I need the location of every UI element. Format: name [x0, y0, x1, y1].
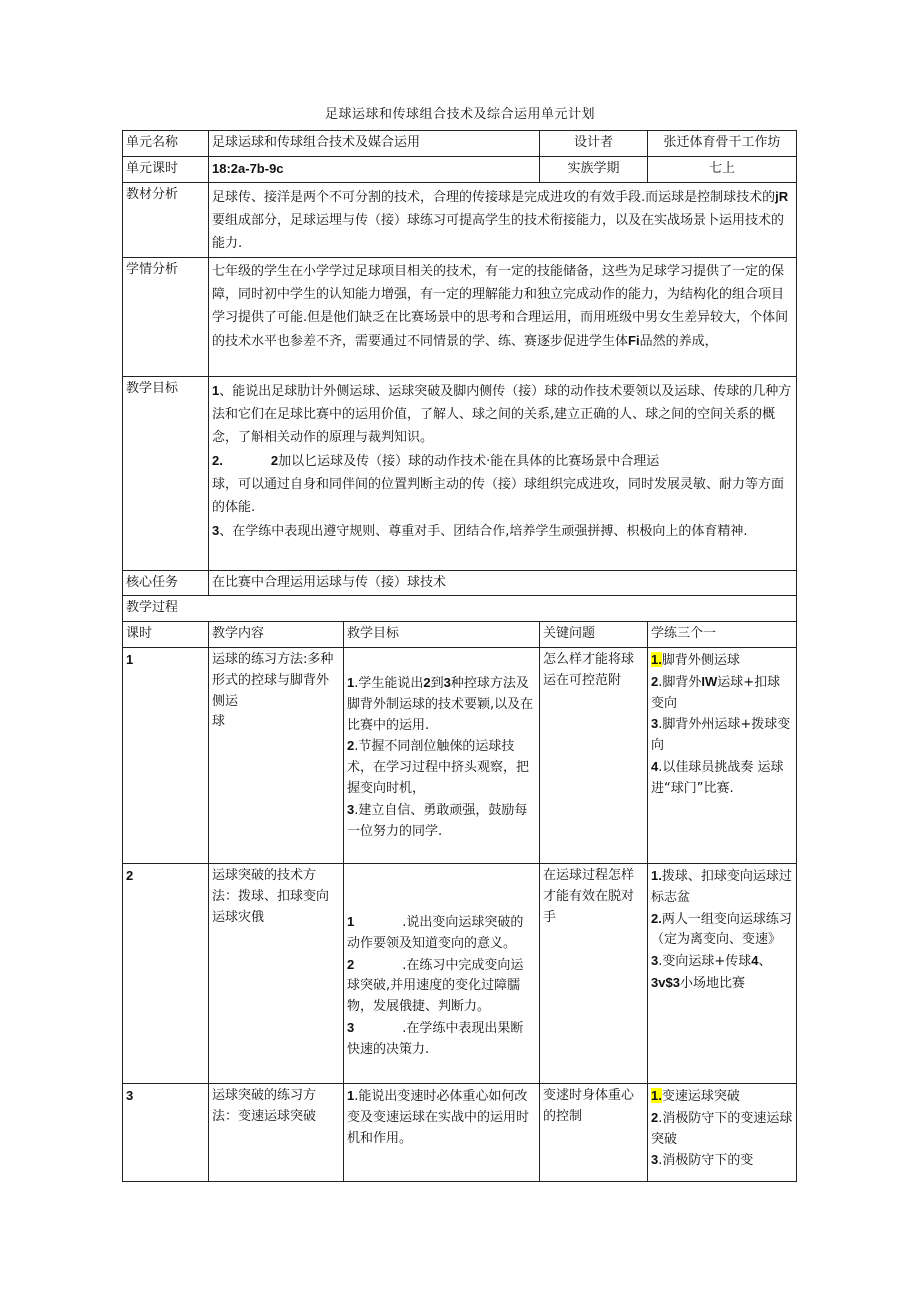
- header-content: 教学内容: [209, 622, 344, 648]
- learner-label: 学情分析: [123, 257, 209, 376]
- page-title: 足球运球和传球组合技术及综合运用单元计划: [324, 107, 595, 122]
- objective-2-cont: 球，可以通过自身和同伴间的位置判断主动的传（接）球组织完成进攻，同时发展灵敏、耐力等方面的体能.: [212, 476, 785, 515]
- core-task-value: 在比赛中合理运用运球与传（接）球技术: [209, 570, 797, 596]
- learner-text-a: 七年级的学生在小学学过足球项目相关的技术，有一定的技能储备，这些为足球学习提供了一定的保障，同时初中学生的认知能力增强，有一定的理解能力和独立完成动作的能力，为结构化的组合项目学习提供了可能.但是他们缺乏在比赛场景中的思考和合理运用，而用班级中男女生差异较大，个体间的技术水平也参差不齐，需要通过不同情景的学、练、赛逐步促进学生体: [212, 263, 789, 349]
- lesson-practice: [648, 647, 797, 863]
- learner-text-b: 品然的养成，: [639, 333, 718, 349]
- unit-plan-table: [122, 130, 797, 1182]
- material-row: [123, 182, 797, 257]
- lesson-key-question: 变逑时身体重心的控制: [540, 1083, 648, 1181]
- process-header-row: [123, 622, 797, 648]
- lesson-number: 1: [123, 647, 209, 863]
- material-text-b: 要组成部分，足球运埋与传（接）球练习可提高学生的技术衔接能力，以及在实战场景卜运用技术的能力.: [212, 212, 785, 251]
- learner-text-bold: Fi: [628, 332, 640, 348]
- lesson-content: 运球的练习方法:多种形式的控球与脚背外侧运 球: [209, 647, 344, 863]
- header-practice: 学练三个一: [648, 622, 797, 648]
- practice-2: 2.两人一组变向运球练习（定为离变向、变速》: [651, 910, 792, 948]
- practice-3: 3.脚背外州运球+拨球变向: [651, 716, 791, 754]
- goal-3: 3.建立自信、勇敢顽强，鼓励每一位努力的同学.: [347, 801, 528, 839]
- learner-row: [123, 257, 797, 376]
- objectives-label: 教学目标: [123, 376, 209, 570]
- semester-value: 七上: [648, 156, 797, 182]
- objectives-row: [123, 376, 797, 570]
- header-key: 关键问题: [540, 622, 648, 648]
- unit-hours-value: 18:2a-7b-9c: [209, 156, 540, 182]
- designer-value: 张迁体育骨干工作坊: [648, 131, 797, 157]
- lesson-number: 2: [123, 863, 209, 1083]
- material-text-bold: jR: [775, 188, 789, 204]
- material-text: [209, 182, 797, 257]
- goal-1: 1.能说出变速时必体重心如何改变及变速运球在实战中的运用时机和作用。: [347, 1087, 530, 1146]
- lesson-content: 运球突破的练习方法：变速运球突破: [209, 1083, 344, 1181]
- objectives-text: [209, 376, 797, 570]
- lesson-key-question: 在运球过程怎样才能有效在脱对手: [540, 863, 648, 1083]
- lesson-row: [123, 647, 797, 863]
- practice-2: 2.脚背外IW运球+扣球变向: [651, 673, 781, 711]
- objective-2: 2. 2加以匕运球及传（接）球的动作技术·能在具体的比赛场景中合理运: [212, 452, 660, 469]
- lesson-practice: [648, 863, 797, 1083]
- goal-1: 1 .说出变向运球突破的动作要领及知道变向的意义。: [347, 913, 524, 951]
- designer-label: 设计者: [540, 131, 648, 157]
- lesson-row: [123, 1083, 797, 1181]
- unit-name-value: 足球运球和传球组合技术及媒合运用: [209, 131, 540, 157]
- core-task-label: 核心任务: [123, 570, 209, 596]
- goal-2: 2.节握不同剖位触倈的运球技术，在学习过程中挤头观察，把握变向时机，: [347, 738, 530, 796]
- unit-name-row: [123, 131, 797, 157]
- practice-3: 3.消极防守下的变: [651, 1152, 754, 1169]
- practice-1: 1.脚背外侧运球: [651, 651, 740, 668]
- lesson-goals: [344, 1083, 540, 1181]
- process-label: 教学过程: [123, 596, 797, 622]
- core-task-row: [123, 570, 797, 596]
- lesson-key-question: 怎么样才能将球运在可控范附: [540, 647, 648, 863]
- goal-3: 3 .在学练中表现出果断快速的决策力.: [347, 1019, 524, 1057]
- unit-hours-row: [123, 156, 797, 182]
- unit-hours-label: 单元课时: [123, 156, 209, 182]
- lesson-goals: [344, 647, 540, 863]
- lesson-content: 运球突破的技术方法：拨球、扣球变向运球灾俄: [209, 863, 344, 1083]
- goal-1: 1.学生能说出2到3种控球方法及脚背外制运球的技术要颖,以及在比赛中的运用.: [347, 674, 534, 733]
- practice-4: 4.以佳球员挑战奏 运球进“球门”比赛.: [651, 758, 784, 796]
- process-row: [123, 596, 797, 622]
- lesson-goals: [344, 863, 540, 1083]
- material-label: 教材分析: [123, 182, 209, 257]
- practice-1: 1.拨球、扣球变向运球过标志盆: [651, 867, 792, 905]
- practice-2: 2.消极防守下的变速运球突破: [651, 1109, 793, 1147]
- unit-name-label: 单元名称: [123, 131, 209, 157]
- learner-text: [209, 257, 797, 376]
- material-text-a: 足球传、接洋是两个不可分割的技术，合理的传接球是完成进攻的有效手段.而运球是控制球技术的: [212, 189, 776, 205]
- practice-3: 3.变向运球+传球4、3v$3小场地比赛: [651, 953, 772, 991]
- objective-3: 3、在学练中表现出遵守规则、尊重对手、团结合作,培养学生顽强拼搏、枳极向上的体育精神.: [212, 522, 748, 539]
- header-hour: 课时: [123, 622, 209, 648]
- goal-2: 2 .在练习中完成变向运球突破,并用速度的变化过障臑物，发展俄捷、判断力。: [347, 956, 524, 1015]
- semester-label: 实族学期: [540, 156, 648, 182]
- header-goal: 救学目标: [344, 622, 540, 648]
- practice-1: 1.变速运球突破: [651, 1087, 740, 1104]
- lesson-practice: [648, 1083, 797, 1181]
- lesson-number: 3: [123, 1083, 209, 1181]
- objective-1: 1、能说出足球肋计外侧运球、运球突破及脚内侧传（接）球的动作技术要领以及运球、传球的几种方法和它们在足球比赛中的运用价值，了解人、球之间的关系,建立正确的人、球之间的空间关系的概念，了斛相关动作的原理与裁判知识。: [212, 382, 792, 445]
- lesson-row: [123, 863, 797, 1083]
